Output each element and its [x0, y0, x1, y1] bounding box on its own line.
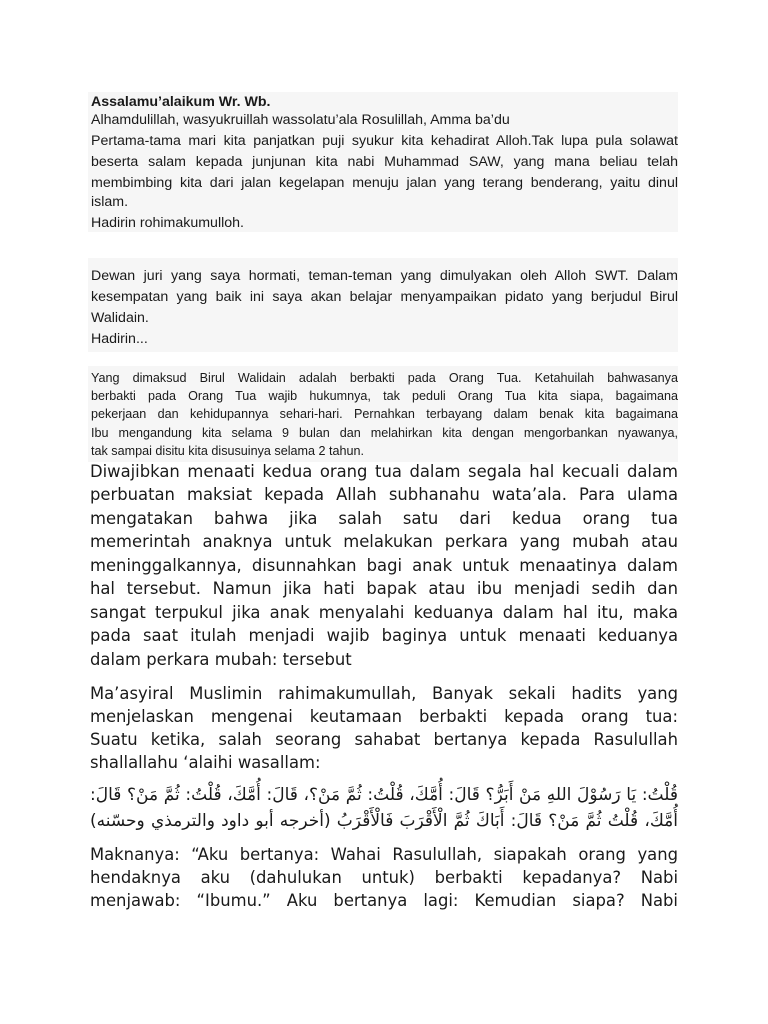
opening-line: membimbing kita dari jalan kegelapan menuju jalan yang terang benderang, yaitu dinul [91, 175, 678, 191]
obligation-line: perbuatan maksiat kepada Allah subhanahu wata’ala. Para ulama [90, 485, 678, 504]
definition-line: Yang dimaksud Birul Walidain adalah berbakti pada Orang Tua. Ketahuilah bahwasanya [91, 371, 678, 385]
obligation-line: Diwajibkan menaati kedua orang tua dalam segala hal kecuali dalam [90, 462, 678, 481]
hadith-intro-line: Ma’asyiral Muslimin rahimakumullah, Banyak sekali hadits yang [90, 684, 678, 703]
meaning-line: Maknanya: “Aku bertanya: Wahai Rasulullah, siapakah orang yang [90, 845, 678, 864]
intro-line: kesempatan yang baik ini saya akan belajar menyampaikan pidato yang berjudul Birul [91, 289, 678, 305]
definition-line: pekerjaan dan kehidupannya sehari-hari. Pernahkan terbayang dalam benak kita bagaimana [91, 407, 678, 421]
definition-line: berbakti pada Orang Tua wajib hukumnya, tak peduli Orang Tua kita siapa, bagaimana [91, 389, 678, 403]
opening-line: islam. [91, 194, 129, 210]
definition-line: tak sampai disitu kita disusuinya selama 2 tahun. [91, 444, 365, 458]
intro-line: Walidain. [91, 310, 149, 326]
obligation-line: hal tersebut. Namun jika hati bapak atau ibu menjadi sedih dan [90, 579, 678, 598]
arabic-hadith-line: قُلْتُ: يَا رَسُوْلَ اللهِ مَنْ أَبَرُّ؟ قَالَ: أُمَّكَ، قُلْتُ: ثُمَّ مَنْ؟، قَالَ: أُمَّكَ، قُلْتُ: ثُمَّ مَنْ؟ قَالَ: [90, 785, 678, 805]
hadith-intro-line: shallallahu ‘alaihi wasallam: [90, 753, 321, 772]
obligation-line: dalam perkara mubah: tersebut [90, 650, 352, 669]
arabic-hadith-line: أُمَّكَ، قُلْتُ ثُمَّ مَنْ؟ قَالَ: أَبَاكَ ثُمَّ الْأَقْرَبَ فَالْأَقْرَبُ (أخرجه أبو داود والترمذي وحسّنه) [90, 811, 678, 831]
meaning-line: menjawab: “Ibumu.” Aku bertanya lagi: Kemudian siapa? Nabi [90, 891, 678, 910]
intro-line: Hadirin... [91, 331, 148, 347]
obligation-line: pada saat itulah menjadi wajib baginya untuk menaati keduanya [90, 626, 678, 645]
opening-line: Alhamdulillah, wasyukruillah wassolatu’ala Rosulillah, Amma ba’du [91, 112, 510, 128]
greeting-heading: Assalamu’alaikum Wr. Wb. [91, 94, 271, 110]
meaning-line: hendaknya aku (dahulukan untuk) berbakti kepadanya? Nabi [90, 868, 678, 887]
intro-line: Dewan juri yang saya hormati, teman-teman yang dimulyakan oleh Alloh SWT. Dalam [91, 268, 678, 284]
opening-line: Pertama-tama mari kita panjatkan puji syukur kita kehadirat Alloh.Tak lupa pula solawat [91, 133, 678, 149]
obligation-line: memerintah anaknya untuk melakukan perkara yang mubah atau [90, 532, 678, 551]
obligation-line: mengatakan bahwa jika salah satu dari kedua orang tua [90, 509, 678, 528]
obligation-line: sangat terpukul jika anak menyalahi keduanya dalam hal itu, maka [90, 603, 678, 622]
obligation-line: meninggalkannya, disunnahkan bagi anak untuk menaatinya dalam [90, 556, 678, 575]
definition-line: Ibu mengandung kita selama 9 bulan dan melahirkan kita dengan mengorbankan nyawanya, [91, 426, 678, 440]
opening-line: Hadirin rohimakumulloh. [91, 215, 244, 231]
hadith-intro-line: Suatu ketika, salah seorang sahabat bertanya kepada Rasulullah [90, 730, 678, 749]
hadith-intro-line: menjelaskan mengenai keutamaan berbakti kepada orang tua: [90, 707, 678, 726]
opening-line: beserta salam kepada junjunan kita nabi Muhammad SAW, yang mana beliau telah [91, 154, 678, 170]
